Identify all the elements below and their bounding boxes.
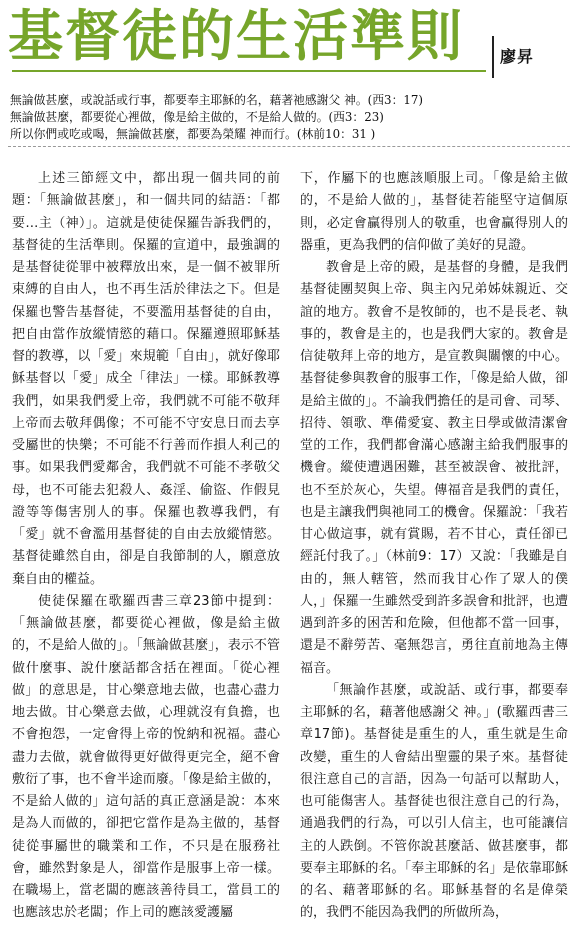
paragraph-continued: 下，作屬下的也應該順服上司。「像是給主做的，不是給人做的」，基督徒若能堅守這個原則，必定會贏得別人的敬重，也會贏得別人的器重，更為我們的信仰做了美好的見證。 [300,171,568,253]
right-column [300,168,568,921]
paragraph: 使徒保羅在歌羅西書三章23節中提到：「無論做甚麼，都要從心裡做，像是給主做的，不是給人做的」。「無論做甚麼」，表示不管做什麼事、說什麼話都含括在裡面。「從心裡做」的意思是，甘心樂意地去做，也盡心盡力地去做。甘心樂意去做，心理就沒有負擔，也不會抱怨，一定會得上帝的悅納和祝福。盡心盡力去做，就會做得更好做得更完全，絕不會敷衍了事，也不會半途而廢。「像是給主做的，不是給人做的」這句話的真正意涵是說：本來是為人而做的，卻把它當作是為主做的，基督徒從事屬世的職業和工作，不只是在服務社會，雖然對象是人，卻當作是服事上帝一樣。在職場上，當老闆的應該善待員工，當員工的也應該忠於老闆；作上司的應該愛護屬 [12,593,280,921]
paragraph: 上述三節經文中，都出現一個共同的前題：「無論做甚麼」，和一個共同的結語：「都要…主（神）」。這就是使徒保羅告訴我們的，基督徒的生活準則。保羅的宣道中，最強調的是基督徒從罪中被釋放出來，是一個不被罪所束縛的自由人，也不再生活於律法之下。但是保羅也警告基督徒，不要濫用基督徒的自由，把自由當作放縱情慾的藉口。保羅遵照耶穌基督的教導，以「愛」來規範「自由」，就好像耶穌基督以「愛」成全「律法」一樣。耶穌教導我們，如果我們愛上帝，我們就不可能不敬拜上帝而去敬拜偶像；不可能不守安息日而去享受屬世的快樂；不可能不行善而作損人利己的事。如果我們愛鄰舍，我們就不可能不孝敬父母，也不可能去犯殺人、姦淫、偷盜、作假見證等等傷害別人的事。保羅也教導我們，有「愛」就不會濫用基督徒的自由去放縱情慾。基督徒雖然自由，卻是自我節制的人，願意放棄自由的權益。 [12,171,280,587]
paragraph: 「無論作甚麼，或說話、或行事，都要奉主耶穌的名，藉著他感謝父 神。」(歌羅西書三章17節)。基督徒是重生的人，重生就是生命改變，重生的人會結出聖靈的果子來。基督徒很注意自己的言語，因為一句話可以幫助人，也可能傷害人。基督徒也很注意自己的行為，通過我們的行為，可以引人信主，也可能讓信主的人跌倒。不管你說甚麼話、做甚麼事，都要奉主耶穌的名。「奉主耶穌的名」是依靠耶穌的名、藉著耶穌的名。耶穌基督的名是偉榮的，我們不能因為我們的所做所為， [300,682,568,921]
article-title: 基督徒的生活準則 [8,3,465,68]
scripture-verses [10,92,570,143]
verse-line: 所以你們或吃或喝，無論做甚麼，都要為榮耀 神而行。(林前10：31 ) [10,127,376,141]
left-column [12,168,280,921]
verse-line: 無論做甚麼，都要從心裡做，像是給主做的，不是給人做的。(西3：23) [10,110,384,124]
author-divider [492,36,494,78]
paragraph: 教會是上帝的殿，是基督的身體，是我們基督徒團契與上帝、與主內兄弟姊妹親近、交誼的地方。教會不是牧師的，也不是長老、執事的，教會是主的，也是我們大家的。教會是信徒敬拜上帝的地方，是宣教與關懷的中心。基督徒參與教會的服事工作，「像是給人做，卻是給主做的」。不論我們擔任的是司會、司琴、招待、領歌、準備愛宴、教主日學或做清潔會堂的工作，我們都會滿心感謝主給我們服事的機會。縱使遭遇困難，甚至被誤會、被批評，也不至於灰心，失望。傳福音是我們的責任，也是主讓我們與祂同工的機會。保羅說：「我若甘心做這事，就有賞賜，若不甘心，責任卻已經託付我了。」（林前9：17）又說：「我雖是自由的，無人轄管，然而我甘心作了眾人的僕人，」保羅一生雖然受到許多誤會和批評，也遭遇到許多的困苦和危險，但他都不當一回事，還是不辭勞苦、毫無怨言，勇往直前地為主傳福音。 [300,260,568,676]
section-divider [8,146,570,147]
title-underline [12,70,486,72]
author-name: 廖昇 [500,47,535,66]
verse-line: 無論做甚麼，或說話或行事，都要奉主耶穌的名，藉著祂感謝父 神。(西3：17) [10,93,423,107]
